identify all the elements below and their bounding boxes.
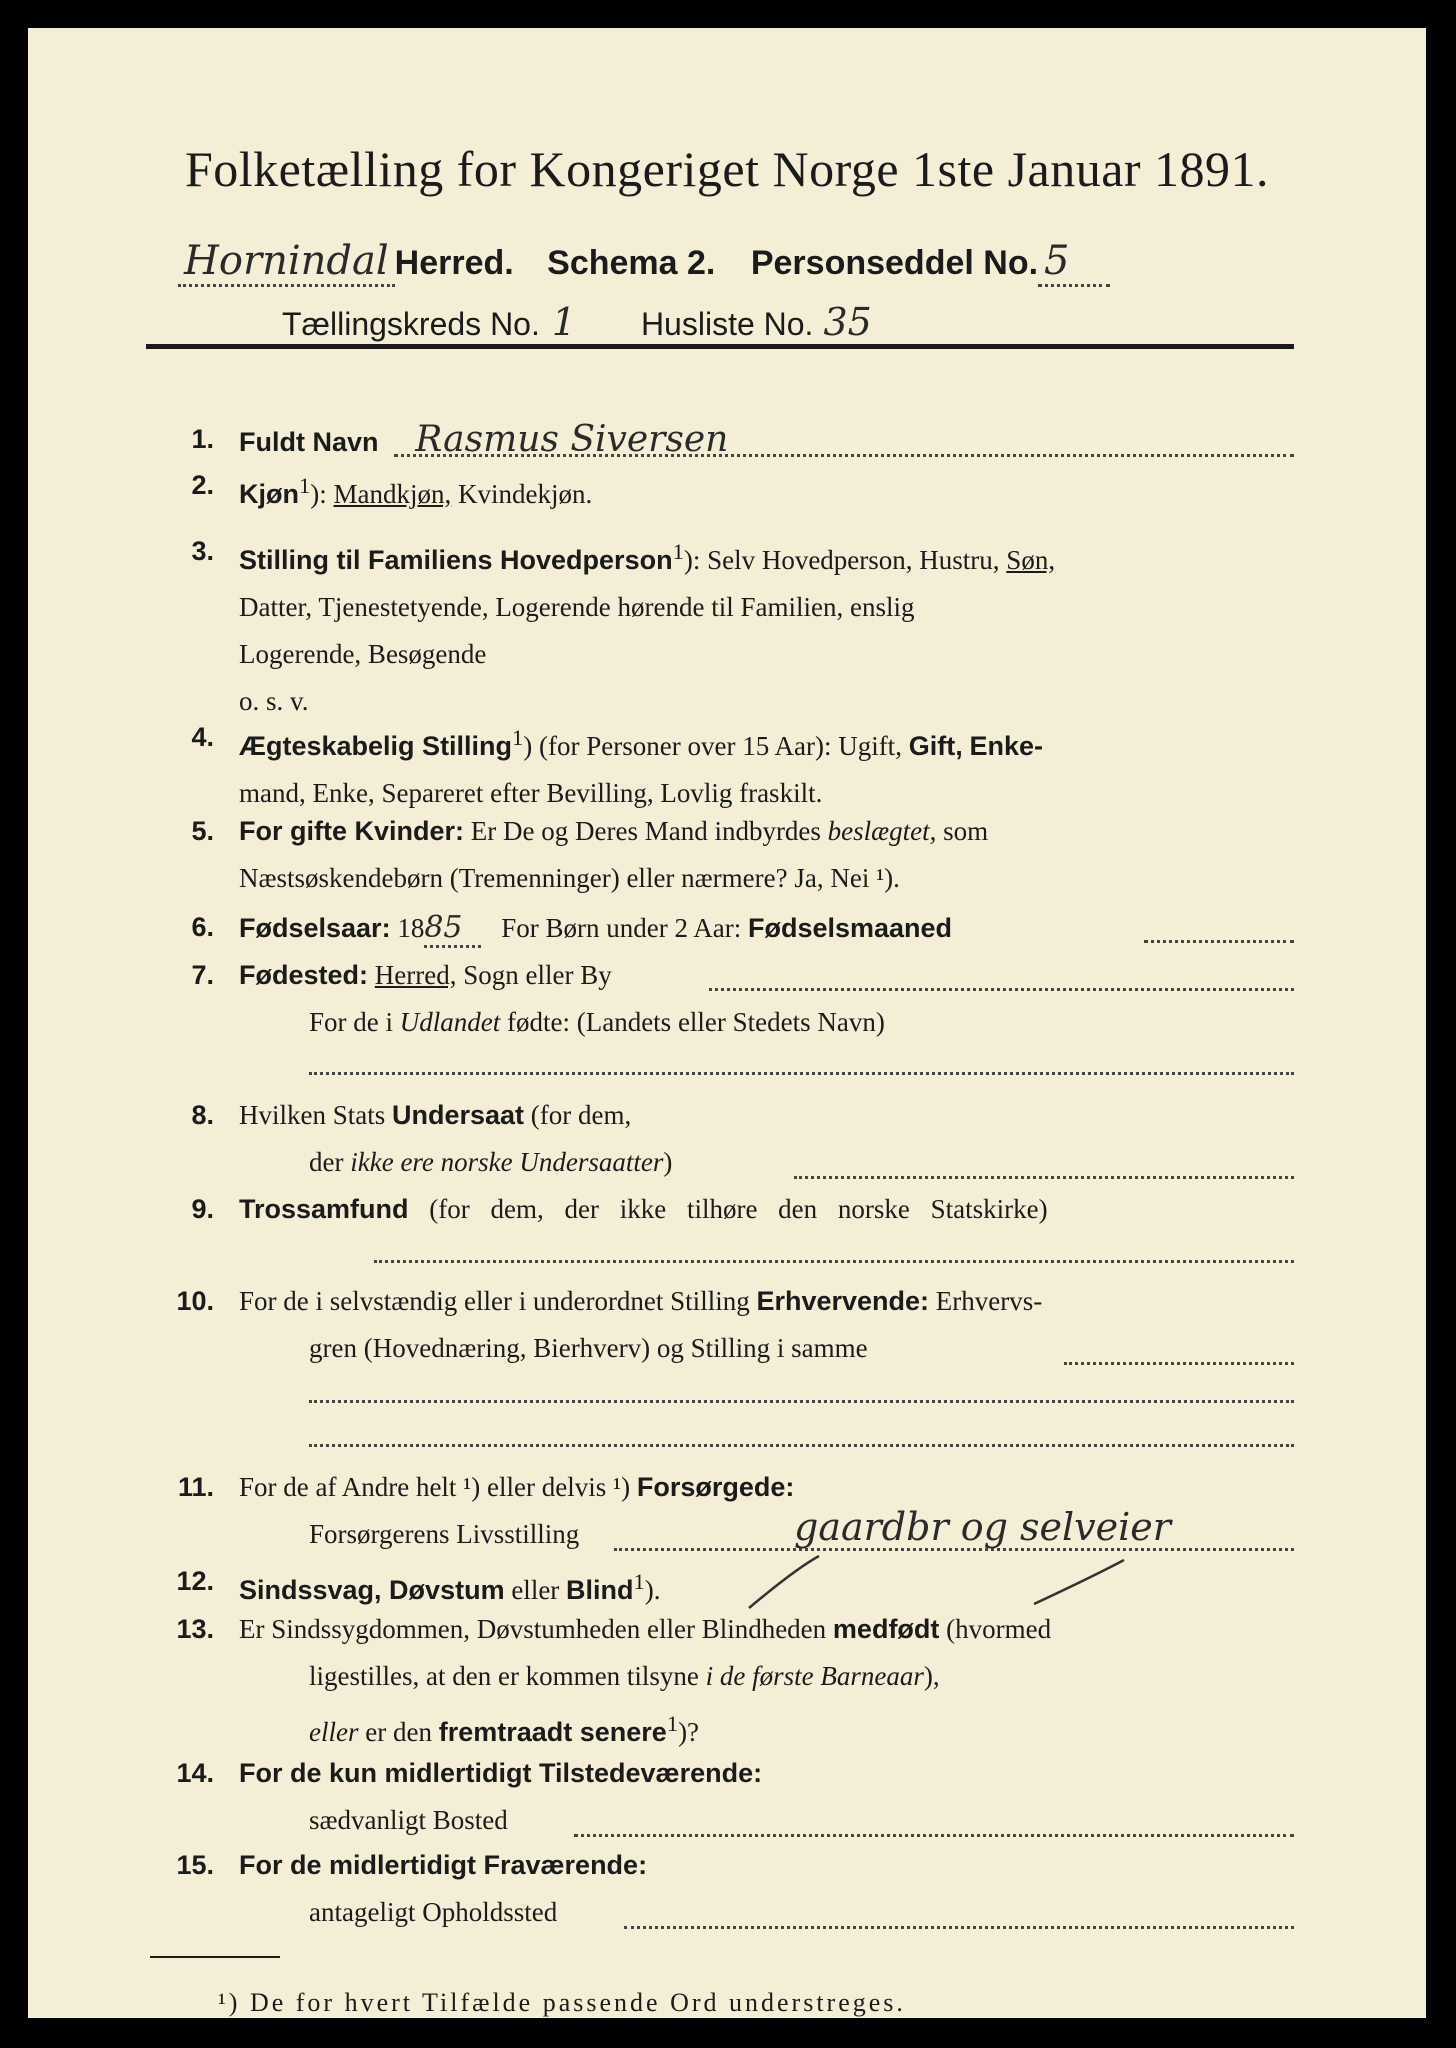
- sindssvag-eller: eller: [511, 1575, 560, 1605]
- medfodt-italic: i de første Barneaar: [705, 1661, 924, 1691]
- husliste-value: 35: [823, 300, 872, 344]
- item-number: 1.: [191, 424, 214, 454]
- forsorgede-line2: Forsørgerens Livsstilling: [309, 1519, 580, 1549]
- footnote-ref: 1: [299, 473, 311, 498]
- item-text: [239, 1092, 1294, 1139]
- erhverv-text-b: Erhvervs-: [935, 1286, 1043, 1316]
- undersaat-text: Hvilken Stats: [239, 1100, 386, 1130]
- footnote-ref: 1: [633, 1569, 645, 1594]
- item-text: Kjøn$^1$): Mandkjøn, Kvindekjøn.: [239, 473, 593, 509]
- footnote: ¹) De for hvert Tilfælde passende Ord understreges.: [218, 1988, 906, 2017]
- item-number: 11.: [177, 1472, 214, 1502]
- dotted-line: [1144, 940, 1294, 943]
- sindssvag-label: Sindssvag, Døvstum: [239, 1575, 505, 1605]
- item-12: [144, 1558, 1294, 1606]
- fodselsaar-prefix: 18: [397, 913, 425, 943]
- gifte-kvinder-line2: Næstsøskendebørn (Tremenninger) eller nærmere? Ja, Nei ¹).: [239, 863, 900, 893]
- stilling-line4: o. s. v.: [239, 686, 309, 716]
- item-4: [144, 714, 1294, 810]
- item-text: [239, 416, 1294, 466]
- gifte-kvinder-som: som: [943, 816, 989, 846]
- herred-value: Hornindal: [178, 238, 395, 287]
- dotted-line: [794, 1176, 1294, 1179]
- forsorgede-label: Forsørgede:: [636, 1472, 795, 1502]
- fodested-line2a: For de i: [309, 1007, 393, 1037]
- herred-label: Herred.: [394, 244, 514, 282]
- dotted-line: [309, 1400, 1294, 1403]
- item-text: [239, 952, 1294, 999]
- item-number: 12.: [176, 1566, 214, 1596]
- item-14: [144, 1750, 1294, 1846]
- item-text: [239, 1750, 1294, 1797]
- aegteskab-label: Ægteskabelig Stilling: [239, 731, 513, 761]
- kjon-label: Kjøn: [239, 479, 299, 509]
- item-number: 13.: [176, 1614, 214, 1644]
- item-text: Ægteskabelig Stilling$^1$) (for Personer over 15 Aar): Ugift, Gift, Enke- mand, Enke, Separeret efter Bevilling, Lovlig fraskilt.: [239, 725, 1043, 808]
- dotted-line: [709, 988, 1294, 991]
- item-number: 4.: [191, 722, 214, 752]
- item-9: [144, 1186, 1294, 1266]
- census-form: [28, 28, 1426, 2018]
- fravaerende-label: For de midlertidigt Fraværende:: [239, 1850, 648, 1880]
- undersaat-text-b: (for dem,: [530, 1100, 632, 1130]
- item-2: [144, 462, 1294, 510]
- schema-label: Schema 2.: [547, 244, 716, 282]
- undersaat-label: Undersaat: [392, 1100, 525, 1130]
- forsorger-livsstilling-value: gaardbr og selveier: [794, 1505, 1171, 1549]
- item-3: [144, 528, 1294, 718]
- erhverv-line2: gren (Hovednæring, Bierhverv) og Stilling i samme: [309, 1333, 868, 1363]
- fodselsaar-value: 85: [424, 910, 480, 948]
- dotted-line: [309, 1444, 1294, 1447]
- blind-label: Blind: [566, 1575, 634, 1605]
- stilling-options: Selv Hovedperson, Hustru,: [707, 545, 1000, 575]
- fodselsaar-text: For Børn under 2 Aar:: [501, 913, 742, 943]
- item-7: [144, 952, 1294, 1082]
- item-number: 6.: [191, 912, 214, 942]
- kjon-mandkjon: Mandkjøn,: [333, 479, 452, 509]
- medfodt-eller: eller: [309, 1717, 359, 1747]
- item-8: [144, 1092, 1294, 1188]
- item-number: 5.: [191, 816, 214, 846]
- fodested-line2b: fødte: (Landets eller Stedets Navn): [507, 1007, 885, 1037]
- item-text: [239, 1606, 1294, 1653]
- item-number: 14.: [176, 1758, 214, 1788]
- item-11: [144, 1464, 1294, 1564]
- item-10: [144, 1278, 1294, 1448]
- item-number: 7.: [191, 960, 214, 990]
- medfodt-line2a: ligestilles, at den er kommen tilsyne: [309, 1661, 699, 1691]
- medfodt-label: medfødt: [832, 1614, 940, 1644]
- item-number: 3.: [191, 536, 214, 566]
- item-text: [239, 808, 1294, 902]
- item-number: 2.: [191, 470, 214, 500]
- dotted-line: [1064, 1362, 1294, 1365]
- erhverv-label: Erhvervende:: [756, 1286, 930, 1316]
- dotted-line: [394, 454, 1294, 457]
- stilling-line3: Logerende, Besøgende: [239, 639, 487, 669]
- item-text: [239, 1186, 1294, 1233]
- fodselsaar-label: Fødselsaar:: [239, 913, 391, 943]
- item-number: 15.: [176, 1850, 214, 1880]
- aegteskab-text: (for Personer over 15 Aar): Ugift,: [539, 731, 902, 761]
- taellingskreds-label: Tællingskreds No.: [282, 306, 540, 342]
- fodested-line2: [309, 999, 1294, 1046]
- personseddel-value: 5: [1038, 238, 1109, 287]
- item-6: [144, 904, 1294, 952]
- tilstedevaerende-line2: sædvanligt Bosted: [309, 1805, 508, 1835]
- footnote-ref: 1: [672, 539, 684, 564]
- item-text: Sindssvag, Døvstum eller Blind$^1$).: [239, 1569, 661, 1605]
- aegteskab-gift: Gift,: [908, 731, 963, 761]
- item-text: [239, 1278, 1294, 1325]
- undersaat-der: der: [309, 1147, 344, 1177]
- stilling-line2: Datter, Tjenestetyende, Logerende hørende til Familien, enslig: [239, 592, 915, 622]
- fodested-label: Fødested:: [239, 960, 369, 990]
- dash-marks: [744, 1552, 1164, 1612]
- item-5: [144, 808, 1294, 904]
- fremtraadt-label: fremtraadt senere: [438, 1717, 667, 1747]
- stilling-son: Søn,: [1006, 545, 1056, 575]
- dotted-line: [309, 1072, 1294, 1075]
- gifte-kvinder-beslaegtet: beslægtet,: [827, 816, 937, 846]
- item-number: 9.: [191, 1194, 214, 1224]
- fuldt-navn-label: Fuldt Navn: [239, 427, 379, 457]
- item-number: 10.: [176, 1286, 214, 1316]
- trossamfund-label: Trossamfund: [239, 1194, 409, 1224]
- item-1: [144, 416, 1294, 466]
- footnote-rule: [150, 1956, 280, 1958]
- taellingskreds-value: 1: [540, 300, 602, 347]
- dotted-line: [374, 1260, 1294, 1263]
- medfodt-line3a: er den: [365, 1717, 432, 1747]
- aegteskab-line2: mand, Enke, Separeret efter Bevilling, Lovlig fraskilt.: [239, 778, 823, 808]
- medfodt-text-b: (hvormed: [946, 1614, 1052, 1644]
- medfodt-line2: ligestilles, at den er kommen tilsyne i de første Barneaar),: [309, 1661, 940, 1691]
- footnote-ref: 1: [512, 725, 524, 750]
- header-rule: [146, 344, 1294, 349]
- kreds-line: [282, 300, 882, 344]
- fodested-text: Sogn eller By: [463, 960, 612, 990]
- item-13: [144, 1606, 1294, 1750]
- gifte-kvinder-text: Er De og Deres Mand indbyrdes: [470, 816, 821, 846]
- personseddel-label: Personseddel No.: [750, 244, 1039, 282]
- fodested-herred: Herred,: [374, 960, 457, 990]
- item-text: Stilling til Familiens Hovedperson$^1$): Selv Hovedperson, Hustru, Søn, Datter, Tjenestetyende, Logerende hørende til Familien, enslig Logerende, Besøgende o. s. v.: [239, 539, 1056, 716]
- item-text: [239, 904, 1294, 952]
- gifte-kvinder-label: For gifte Kvinder:: [239, 816, 465, 846]
- fodselsmaaned-label: Fødselsmaaned: [747, 913, 953, 943]
- medfodt-line3: eller er den fremtraadt senere$^1$)?: [309, 1711, 700, 1747]
- husliste-label: Husliste No.: [640, 306, 814, 342]
- fravaerende-line2: antageligt Opholdssted: [309, 1897, 558, 1927]
- trossamfund-text: (for dem, der ikke tilhøre den norske Statskirke): [429, 1194, 1048, 1224]
- undersaat-italic: ikke ere norske Undersaatter: [350, 1147, 664, 1177]
- dotted-line: [574, 1834, 1294, 1837]
- form-title: Folketælling for Kongeriget Norge 1ste Januar 1891.: [184, 141, 1270, 197]
- aegteskab-enke: Enke-: [969, 731, 1043, 761]
- item-number: 8.: [191, 1100, 214, 1130]
- erhverv-text: For de i selvstændig eller i underordnet Stilling: [239, 1286, 750, 1316]
- forsorgede-text: For de af Andre helt ¹) eller delvis ¹): [239, 1472, 631, 1502]
- kjon-kvindekjon: Kvindekjøn.: [458, 479, 593, 509]
- stilling-label: Stilling til Familiens Hovedperson: [239, 545, 673, 575]
- item-text: [239, 1842, 1294, 1889]
- fodested-udlandet: Udlandet: [399, 1007, 501, 1037]
- undersaat-line2: der ikke ere norske Undersaatter): [309, 1147, 673, 1177]
- fuldt-navn-value: Rasmus Siversen: [415, 419, 729, 460]
- herred-line: [178, 238, 1110, 284]
- item-15: [144, 1842, 1294, 1938]
- tilstedevaerende-label: For de kun midlertidigt Tilstedeværende:: [239, 1758, 763, 1788]
- medfodt-text: Er Sindssygdommen, Døvstumheden eller Blindheden: [239, 1614, 827, 1644]
- dotted-line: [624, 1926, 1294, 1929]
